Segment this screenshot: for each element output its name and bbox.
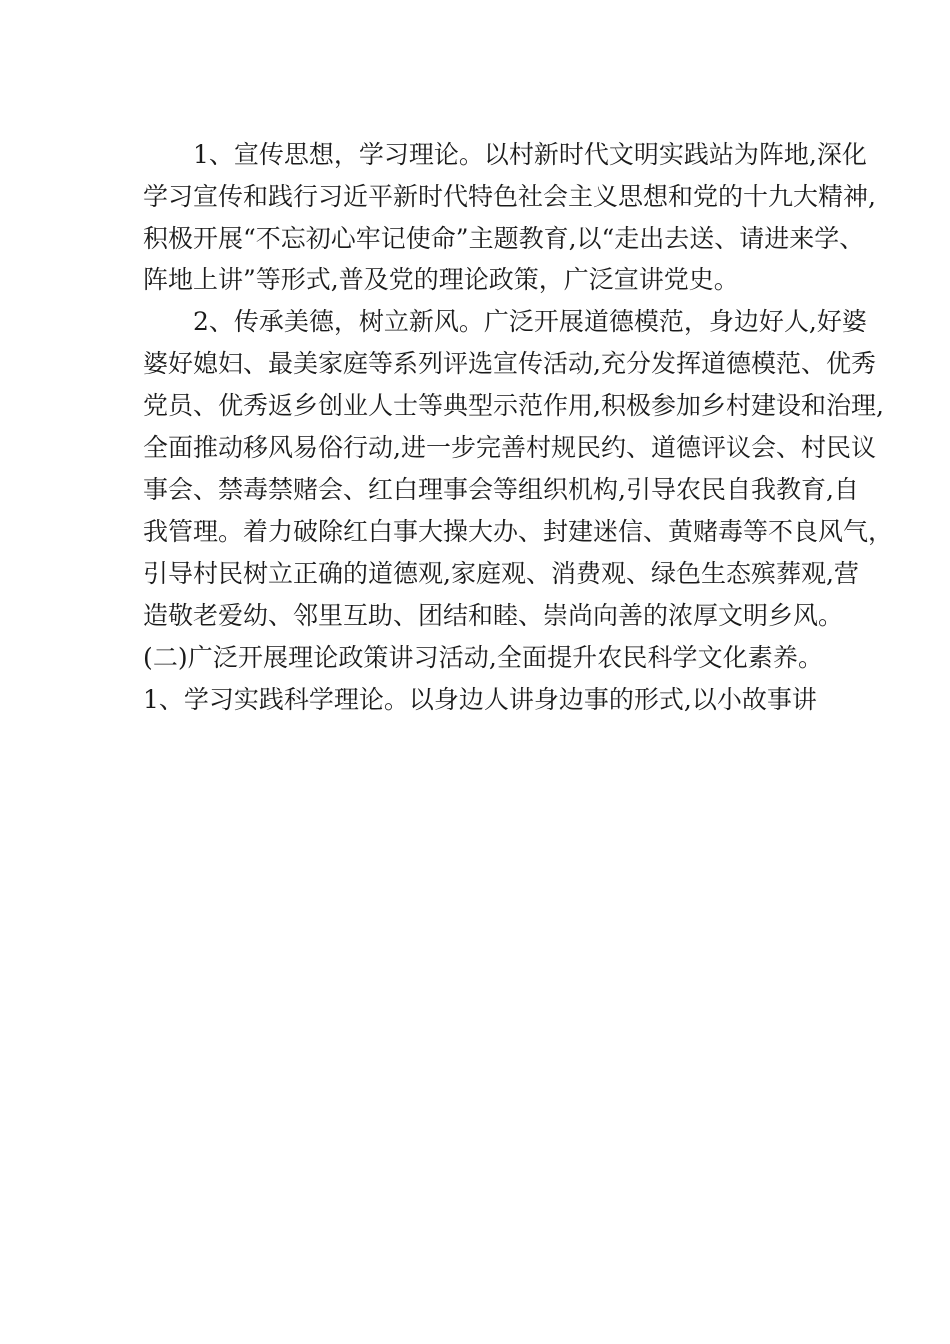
para2-line8: 造敬老爱幼、邻里互助、团结和睦、崇尚向善的浓厚文明乡风。: [143, 601, 844, 630]
para2-line10: 1、学习实践科学理论。以身边人讲身边事的形式,以小故事讲: [143, 685, 817, 714]
para1-line2: 学习宣传和践行习近平新时代特色社会主义思想和党的十九大精神,: [143, 182, 876, 211]
para2-line1: 2、传承美德，树立新风。广泛开展道德模范，身边好人,好婆: [193, 307, 867, 336]
para1-line3: 积极开展“不忘初心牢记使命”主题教育,以“走出去送、请进来学、: [143, 224, 865, 253]
para2-line2: 婆好媳妇、最美家庭等系列评选宣传活动,充分发挥道德模范、优秀: [143, 349, 876, 378]
para2-line7: 引导村民树立正确的道德观,家庭观、消费观、绿色生态殡葬观,营: [143, 559, 859, 588]
para2-line5: 事会、禁毒禁赌会、红白理事会等组织机构,引导农民自我教育,自: [143, 475, 859, 504]
para1-line1: 1、宣传思想，学习理论。以村新时代文明实践站为阵地,深化: [193, 140, 867, 169]
para2-line4: 全面推动移风易俗行动,进一步完善村规民约、道德评议会、村民议: [143, 433, 876, 462]
para1-line4: 阵地上讲”等形式,普及党的理论政策，广泛宣讲党史。: [143, 265, 739, 294]
para2-line6: 我管理。着力破除红白事大操大办、封建迷信、黄赌毒等不良风气，: [143, 517, 894, 546]
para2-line3: 党员、优秀返乡创业人士等典型示范作用,积极参加乡村建设和治理,: [143, 391, 884, 420]
para2-line9: (二)广泛开展理论政策讲习活动,全面提升农民科学文化素养。: [143, 643, 823, 672]
